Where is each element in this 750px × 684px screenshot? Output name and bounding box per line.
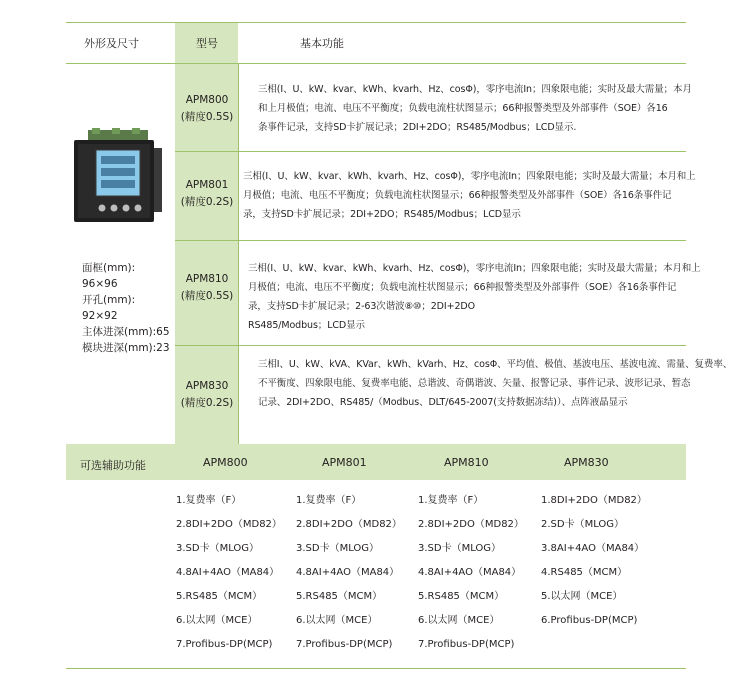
- option-item: 2.8DI+2DO（MD82）: [296, 519, 402, 530]
- option-item: 4.8AI+4AO（MA84）: [296, 567, 400, 578]
- function-line: RS485/Modbus；LCD显示: [248, 320, 365, 331]
- options-list-apm810: [418, 489, 524, 657]
- option-item: 1.8DI+2DO（MD82）: [541, 495, 647, 506]
- option-item: 3.SD卡（MLOG）: [296, 543, 380, 554]
- option-item: 7.Profibus-DP(MCP): [176, 639, 273, 650]
- option-item: 5.RS485（MCM）: [418, 591, 505, 602]
- header-functions: 基本功能: [300, 37, 344, 50]
- header-bottom-line: [66, 63, 686, 64]
- row-functions-apm830: [258, 355, 732, 412]
- options-label: 可选辅助功能: [80, 459, 146, 472]
- options-model-apm830: APM830: [564, 456, 609, 469]
- option-item: 6.以太网（MCE）: [296, 615, 378, 626]
- option-item: 3.SD卡（MLOG）: [418, 543, 502, 554]
- option-item: 5.RS485（MCM）: [296, 591, 383, 602]
- spec-frame-value: 96×96: [82, 278, 118, 290]
- option-item: 1.复费率（F）: [296, 495, 362, 506]
- option-item: 4.RS485（MCM）: [541, 567, 628, 578]
- option-item: 5.以太网（MCE）: [541, 591, 623, 602]
- table-bottom-line: [66, 668, 686, 669]
- function-line: 三相(I、U、kW、kvar、kWh、kvarh、Hz、cosΦ)，零序电流In；四象限电能；实时及最大需量；本月和上: [243, 171, 696, 182]
- header-top-line: [66, 22, 686, 23]
- options-model-apm801: APM801: [322, 456, 367, 469]
- model-precision: (精度0.5S): [180, 290, 234, 302]
- function-line: 录，支持SD卡扩展记录；2DI+2DO；RS485/Modbus；LCD显示: [243, 209, 521, 220]
- row-separator-1: [175, 151, 686, 152]
- meter-device-image: [72, 128, 164, 224]
- options-model-apm810: APM810: [444, 456, 489, 469]
- spec-body-depth: 主体进深(mm):65: [82, 326, 170, 338]
- option-item: 5.RS485（MCM）: [176, 591, 263, 602]
- function-line: 不平衡度、四象限电能、复费率电能、总谐波、奇偶谐波、矢量、报警记录、事件记录、波形记录、暂态: [258, 378, 691, 389]
- option-item: 7.Profibus-DP(MCP): [418, 639, 515, 650]
- option-item: 4.8AI+4AO（MA84）: [176, 567, 280, 578]
- model-name: APM800: [185, 94, 229, 106]
- option-item: 1.复费率（F）: [418, 495, 484, 506]
- option-item: 6.以太网（MCE）: [418, 615, 500, 626]
- row-separator-2: [175, 240, 686, 241]
- model-precision: (精度0.2S): [180, 196, 234, 208]
- function-line: 三相(I、U、kW、kvar、kWh、kvarh、Hz、cosΦ)，零序电流In；四象限电能；实时及最大需量；本月: [258, 84, 692, 95]
- header-model: 型号: [196, 37, 218, 50]
- spec-cutout-label: 开孔(mm):: [82, 294, 136, 306]
- row-model-apm810: [162, 271, 252, 305]
- function-line: 条事件记录，支持SD卡扩展记录；2DI+2DO；RS485/Modbus；LCD显示.: [258, 122, 577, 133]
- options-list-apm800: [176, 489, 282, 657]
- spec-frame-label: 面框(mm):: [82, 262, 136, 274]
- row-model-apm830: [162, 378, 252, 412]
- option-item: 6.以太网（MCE）: [176, 615, 258, 626]
- option-item: 6.Profibus-DP(MCP): [541, 615, 638, 626]
- spec-module-depth: 模块进深(mm):23: [82, 342, 170, 354]
- row-functions-apm800: [258, 80, 692, 137]
- option-item: 2.8DI+2DO（MD82）: [418, 519, 524, 530]
- dimension-specs: [82, 260, 170, 356]
- row-model-apm801: [162, 177, 252, 211]
- options-list-apm830: [541, 489, 647, 633]
- function-line: 三相(I、U、kW、kvar、kWh、kvarh、Hz、cosΦ)，零序电流In；四象限电能；实时及最大需量；本月和上: [248, 263, 701, 274]
- function-line: 录，支持SD卡扩展记录；2-63次谐波⑧⑩；2DI+2DO: [248, 301, 475, 312]
- model-precision: (精度0.2S): [180, 397, 234, 409]
- row-separator-3: [175, 345, 686, 346]
- option-item: 1.复费率（F）: [176, 495, 242, 506]
- options-list-apm801: [296, 489, 402, 657]
- option-item: 3.SD卡（MLOG）: [176, 543, 260, 554]
- function-line: 和上月极值；电流、电压不平衡度；负载电流柱状图显示；66种报警类型及外部事件（SOE）各16: [258, 103, 668, 114]
- model-precision: (精度0.5S): [180, 111, 234, 123]
- row-functions-apm810: [248, 259, 701, 335]
- option-item: 7.Profibus-DP(MCP): [296, 639, 393, 650]
- option-item: 2.8DI+2DO（MD82）: [176, 519, 282, 530]
- option-item: 4.8AI+4AO（MA84）: [418, 567, 522, 578]
- header-dimensions: 外形及尺寸: [84, 37, 139, 50]
- function-line: 记录、2DI+2DO、RS485/（Modbus、DLT/645-2007(支持数据冻结)）、点阵液晶显示: [258, 397, 628, 408]
- row-model-apm800: [162, 92, 252, 126]
- function-line: 月极值；电流、电压不平衡度；负载电流柱状图显示；66种报警类型及外部事件（SOE）各16条事件记: [243, 190, 672, 201]
- model-name: APM830: [185, 380, 229, 392]
- option-item: 3.8AI+4AO（MA84）: [541, 543, 645, 554]
- function-line: 三相I、U、kW、kVA、KVar、kWh、kVarh、Hz、cosΦ、平均值、极值、基波电压、基波电流、需量、复费率、: [258, 359, 733, 370]
- spec-cutout-value: 92×92: [82, 310, 118, 322]
- model-name: APM810: [185, 273, 229, 285]
- option-item: 2.SD卡（MLOG）: [541, 519, 625, 530]
- model-name: APM801: [185, 179, 229, 191]
- row-functions-apm801: [243, 167, 696, 224]
- function-line: 月极值；电流、电压不平衡度；负载电流柱状图显示；66种报警类型及外部事件（SOE）各16条事件记: [248, 282, 677, 293]
- options-model-apm800: APM800: [203, 456, 248, 469]
